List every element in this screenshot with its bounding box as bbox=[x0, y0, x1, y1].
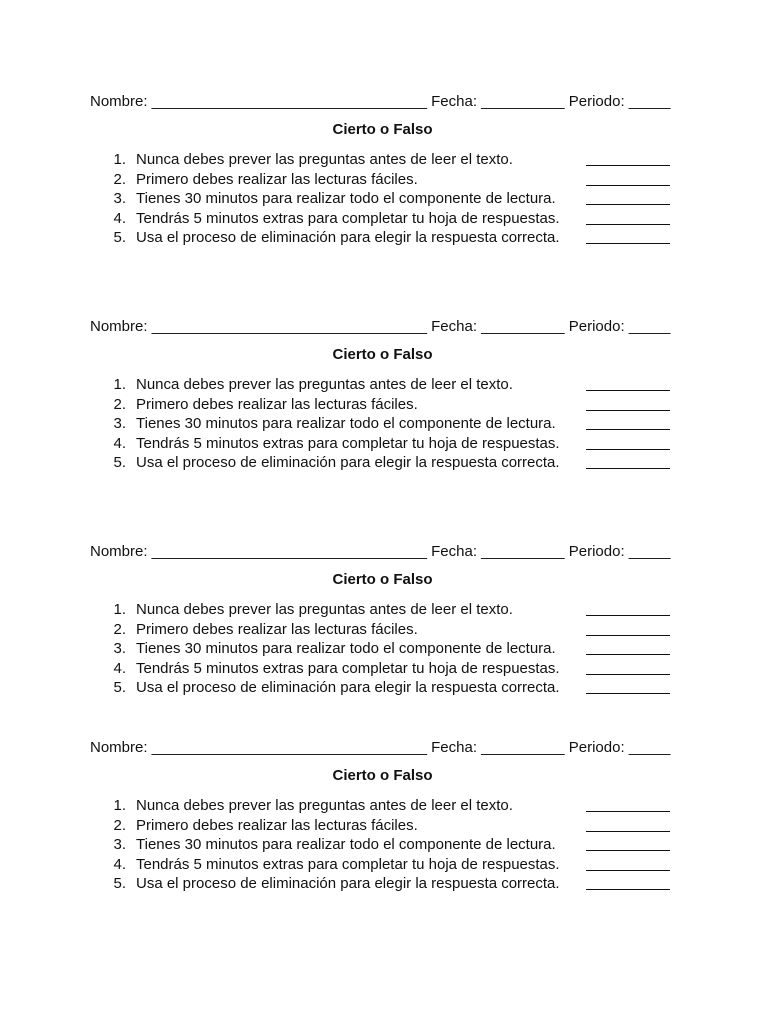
question-item bbox=[90, 659, 675, 679]
student-info-line: Nombre: _________________________________ Fecha: __________ Periodo: _____ bbox=[90, 93, 671, 110]
question-number: 3. bbox=[113, 836, 126, 853]
question-text: Tienes 30 minutos para realizar todo el componente de lectura. bbox=[136, 836, 556, 853]
question-number: 1. bbox=[113, 797, 126, 814]
question-number: 5. bbox=[113, 229, 126, 246]
answer-blank[interactable] bbox=[586, 600, 670, 616]
question-item bbox=[90, 453, 675, 473]
question-number: 2. bbox=[113, 620, 126, 638]
quiz-title: Cierto o Falso bbox=[332, 121, 433, 138]
question-number: 1. bbox=[113, 151, 126, 168]
quiz-title: Cierto o Falso bbox=[332, 767, 433, 784]
question-item bbox=[90, 170, 675, 190]
question-text: Usa el proceso de eliminación para elegir la respuesta correcta. bbox=[136, 875, 560, 892]
question-text: Tienes 30 minutos para realizar todo el componente de lectura. bbox=[136, 415, 556, 432]
question-text: Tendrás 5 minutos extras para completar tu hoja de respuestas. bbox=[136, 855, 560, 873]
question-item bbox=[90, 835, 675, 855]
answer-blank[interactable] bbox=[586, 170, 670, 186]
answer-blank[interactable] bbox=[586, 453, 670, 469]
student-info-line: Nombre: _________________________________ Fecha: __________ Periodo: _____ bbox=[90, 543, 671, 560]
student-info-line: Nombre: _________________________________ Fecha: __________ Periodo: _____ bbox=[90, 318, 671, 335]
question-text: Usa el proceso de eliminación para elegir la respuesta correcta. bbox=[136, 679, 560, 696]
question-text: Primero debes realizar las lecturas fáciles. bbox=[136, 816, 418, 834]
question-item bbox=[90, 150, 675, 170]
question-item bbox=[90, 855, 675, 875]
answer-blank[interactable] bbox=[586, 228, 670, 244]
quiz-title: Cierto o Falso bbox=[332, 346, 433, 363]
question-item bbox=[90, 816, 675, 836]
answer-blank[interactable] bbox=[586, 395, 670, 411]
answer-blank[interactable] bbox=[586, 816, 670, 832]
question-number: 4. bbox=[113, 855, 126, 873]
question-text: Nunca debes prever las preguntas antes de leer el texto. bbox=[136, 601, 513, 618]
question-text: Nunca debes prever las preguntas antes de leer el texto. bbox=[136, 797, 513, 814]
question-item bbox=[90, 209, 675, 229]
question-text: Tienes 30 minutos para realizar todo el componente de lectura. bbox=[136, 190, 556, 207]
answer-blank[interactable] bbox=[586, 620, 670, 636]
question-item bbox=[90, 434, 675, 454]
question-text: Primero debes realizar las lecturas fáciles. bbox=[136, 620, 418, 638]
question-text: Primero debes realizar las lecturas fáciles. bbox=[136, 170, 418, 188]
answer-blank[interactable] bbox=[586, 639, 670, 655]
question-item bbox=[90, 189, 675, 209]
question-text: Tienes 30 minutos para realizar todo el componente de lectura. bbox=[136, 640, 556, 657]
question-number: 4. bbox=[113, 209, 126, 227]
question-number: 2. bbox=[113, 170, 126, 188]
question-list bbox=[90, 600, 675, 698]
quiz-title: Cierto o Falso bbox=[332, 571, 433, 588]
question-number: 5. bbox=[113, 679, 126, 696]
question-list bbox=[90, 150, 675, 248]
question-number: 1. bbox=[113, 376, 126, 393]
question-number: 5. bbox=[113, 875, 126, 892]
question-text: Nunca debes prever las preguntas antes de leer el texto. bbox=[136, 376, 513, 393]
answer-blank[interactable] bbox=[586, 434, 670, 450]
question-number: 5. bbox=[113, 454, 126, 471]
question-list bbox=[90, 796, 675, 894]
question-text: Tendrás 5 minutos extras para completar tu hoja de respuestas. bbox=[136, 434, 560, 452]
question-number: 2. bbox=[113, 816, 126, 834]
question-item bbox=[90, 228, 675, 248]
student-info-line: Nombre: _________________________________ Fecha: __________ Periodo: _____ bbox=[90, 739, 671, 756]
answer-blank[interactable] bbox=[586, 189, 670, 205]
question-list bbox=[90, 375, 675, 473]
answer-blank[interactable] bbox=[586, 414, 670, 430]
question-text: Tendrás 5 minutos extras para completar tu hoja de respuestas. bbox=[136, 659, 560, 677]
answer-blank[interactable] bbox=[586, 150, 670, 166]
answer-blank[interactable] bbox=[586, 659, 670, 675]
question-number: 1. bbox=[113, 601, 126, 618]
question-text: Usa el proceso de eliminación para elegir la respuesta correcta. bbox=[136, 454, 560, 471]
question-number: 3. bbox=[113, 190, 126, 207]
question-number: 4. bbox=[113, 434, 126, 452]
question-item bbox=[90, 639, 675, 659]
answer-blank[interactable] bbox=[586, 855, 670, 871]
question-text: Primero debes realizar las lecturas fáciles. bbox=[136, 395, 418, 413]
answer-blank[interactable] bbox=[586, 375, 670, 391]
question-item bbox=[90, 414, 675, 434]
question-item bbox=[90, 620, 675, 640]
question-item bbox=[90, 395, 675, 415]
question-text: Nunca debes prever las preguntas antes de leer el texto. bbox=[136, 151, 513, 168]
answer-blank[interactable] bbox=[586, 835, 670, 851]
question-number: 3. bbox=[113, 640, 126, 657]
question-number: 3. bbox=[113, 415, 126, 432]
answer-blank[interactable] bbox=[586, 874, 670, 890]
question-text: Tendrás 5 minutos extras para completar tu hoja de respuestas. bbox=[136, 209, 560, 227]
question-item bbox=[90, 375, 675, 395]
question-item bbox=[90, 678, 675, 698]
question-item bbox=[90, 874, 675, 894]
question-number: 4. bbox=[113, 659, 126, 677]
answer-blank[interactable] bbox=[586, 796, 670, 812]
answer-blank[interactable] bbox=[586, 678, 670, 694]
answer-blank[interactable] bbox=[586, 209, 670, 225]
question-item bbox=[90, 796, 675, 816]
question-text: Usa el proceso de eliminación para elegir la respuesta correcta. bbox=[136, 229, 560, 246]
question-number: 2. bbox=[113, 395, 126, 413]
question-item bbox=[90, 600, 675, 620]
